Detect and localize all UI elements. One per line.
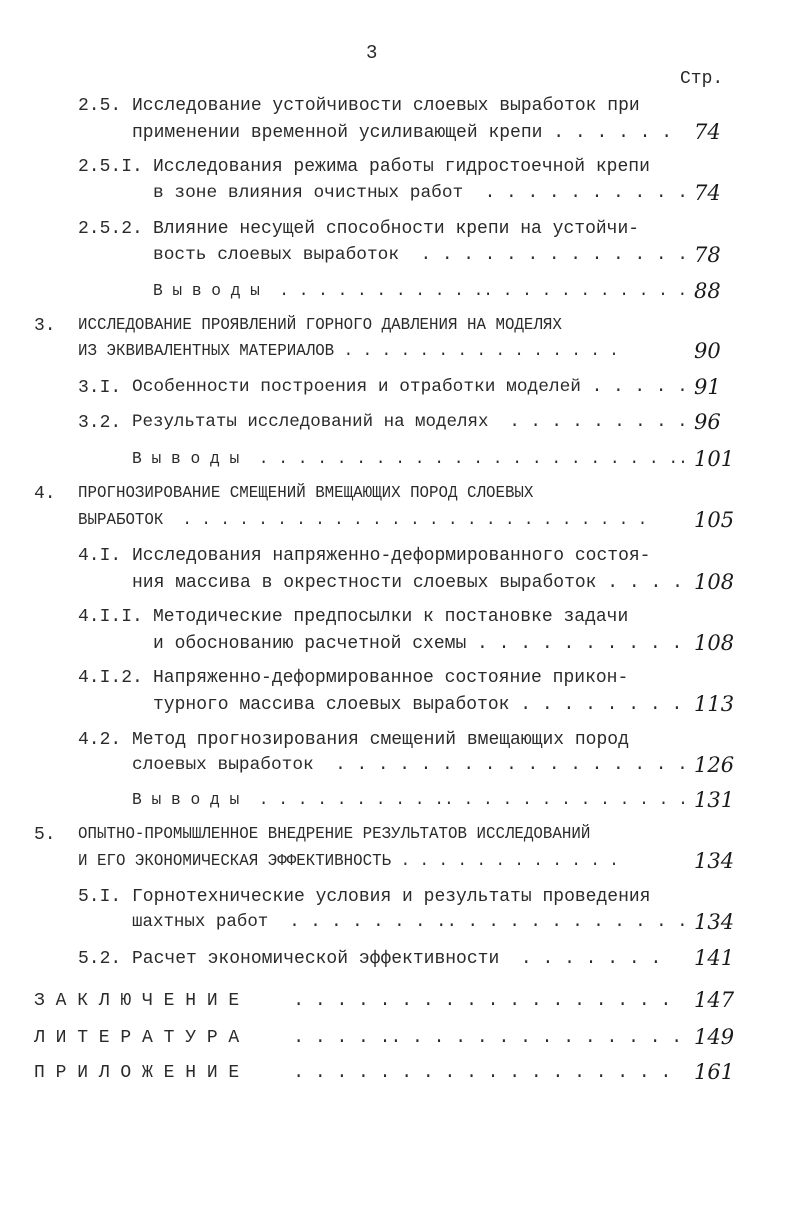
toc-entry-title: Исследования режима работы гидростоечной крепи (153, 157, 650, 177)
toc-entry-title: Особенности построения и отработки моделей . . . . . (132, 377, 688, 397)
toc-entry-number: 5.I. (78, 887, 122, 907)
toc-entry-title: ИССЛЕДОВАНИЕ ПРОЯВЛЕНИЙ ГОРНОГО ДАВЛЕНИЯ НА МОДЕЛЯХ (78, 316, 562, 335)
toc-entry-title: Л И Т Е Р А Т У Р А . . . . .. . . . . . . . . . . . . . (34, 1028, 683, 1048)
toc-entry-page: 113 (694, 692, 735, 716)
toc-entry-title: Горнотехнические условия и результаты проведения (132, 887, 651, 907)
toc-entry-number: 4.I.I. (78, 607, 143, 627)
toc-entry-title: В ы в о д ы . . . . . . . . . .. . . . . . . . . . . . . (132, 790, 688, 809)
toc-entry-page: 88 (694, 279, 721, 303)
toc-entry-number: 4.I.2. (78, 668, 143, 688)
toc-entry-title: ПРОГНОЗИРОВАНИЕ СМЕЩЕНИЙ ВМЕЩАЮЩИХ ПОРОД СЛОЕВЫХ (78, 484, 534, 503)
toc-entry-number: 2.5. (78, 96, 122, 116)
toc-entry-title: Исследования напряженно-деформированного состоя- (132, 546, 651, 566)
toc-entry-page: 141 (694, 946, 735, 970)
toc-entry-page: 101 (694, 447, 735, 471)
toc-entry-number: 3. (34, 316, 56, 336)
toc-entry-title: Методические предпосылки к постановке задачи (153, 607, 629, 627)
toc-entry-title: ОПЫТНО-ПРОМЫШЛЕННОЕ ВНЕДРЕНИЕ РЕЗУЛЬТАТОВ ИССЛЕДОВАНИЙ (78, 825, 591, 844)
toc-entry-number: 5. (34, 825, 56, 845)
toc-entry-title: З А К Л Ю Ч Е Н И Е . . . . . . . . . . . . . . . . . . (34, 991, 672, 1011)
toc-entry-page: 96 (694, 410, 721, 434)
toc-entry-title: В ы в о д ы . . . . . . . . . . .. . . . . . . . . . . (153, 282, 688, 300)
toc-entry-page: 149 (694, 1025, 735, 1049)
toc-entry-title: Напряженно-деформированное состояние прикон- (153, 668, 629, 688)
toc-entry-page: 134 (694, 910, 735, 934)
toc-entry-page: 78 (694, 243, 721, 267)
toc-entry-title-cont: ВЫРАБОТОК . . . . . . . . . . . . . . . . . . . . . . . . . (78, 511, 648, 530)
toc-entry-page: 108 (694, 631, 735, 655)
toc-entry-number: 4.I. (78, 546, 122, 566)
toc-entry-page: 90 (694, 339, 721, 363)
toc-entry-page: 74 (694, 120, 721, 144)
toc-entry-title-cont: турного массива слоевых выработок . . . . . . . . (153, 695, 683, 715)
toc-entry-title-cont: в зоне влияния очистных работ . . . . . . . . . . (153, 183, 688, 203)
toc-entry-title: Влияние несущей способности крепи на устойчи- (153, 219, 640, 239)
toc-entry-title-cont: ИЗ ЭКВИВАЛЕНТНЫХ МАТЕРИАЛОВ . . . . . . . . . . . . . . . (78, 342, 619, 361)
toc-entry-title: В ы в о д ы . . . . . . . . . . . . . . . . . . . . . .. (132, 449, 688, 468)
toc-entry-page: 91 (694, 375, 721, 399)
toc-entry-title-cont: вость слоевых выработок . . . . . . . . . . . . . (153, 245, 688, 265)
toc-entry-page: 131 (694, 788, 735, 812)
toc-entry-title-cont: применении временной усиливающей крепи . . . . . . (132, 123, 673, 143)
toc-entry-title-cont: и обоснованию расчетной схемы . . . . . . . . . . (153, 634, 683, 654)
toc-entry-page: 147 (694, 988, 735, 1012)
toc-entry-title: П Р И Л О Ж Е Н И Е . . . . . . . . . . . . . . . . . . (34, 1063, 672, 1083)
toc-entry-page: 108 (694, 570, 735, 594)
toc-entry-title-cont: слоевых выработок . . . . . . . . . . . . . . . . . (132, 755, 688, 775)
toc-entry-page: 161 (694, 1060, 735, 1084)
toc-entry-title: Результаты исследований на моделях . . . . . . . . . (132, 412, 688, 432)
page-column-label: Стр. (680, 69, 724, 89)
toc-entry-number: 2.5.2. (78, 219, 143, 239)
toc-entry-title: Метод прогнозирования смещений вмещающих пород (132, 730, 629, 750)
toc-entry-page: 74 (694, 181, 721, 205)
toc-entry-number: 3.I. (78, 378, 122, 398)
toc-entry-number: 5.2. (78, 949, 122, 969)
toc-entry-number: 4.2. (78, 730, 122, 750)
page-number: 3 (366, 42, 378, 64)
toc-entry-number: 2.5.I. (78, 157, 143, 177)
toc-entry-title: Исследование устойчивости слоевых выработок при (132, 96, 640, 116)
toc-entry-number: 3.2. (78, 413, 122, 433)
toc-entry-title-cont: шахтных работ . . . . . . . .. . . . . . . . . . . . (132, 912, 688, 932)
toc-entry-page: 126 (694, 753, 735, 777)
toc-entry-title: Расчет экономической эффективности . . . . . . . (132, 949, 662, 969)
toc-entry-page: 105 (694, 508, 735, 532)
toc-entry-page: 134 (694, 849, 735, 873)
toc-entry-title-cont: И ЕГО ЭКОНОМИЧЕСКАЯ ЭФФЕКТИВНОСТЬ . . . . . . . . . . . . (78, 852, 619, 871)
toc-entry-title-cont: ния массива в окрестности слоевых выработок . . . . (132, 573, 683, 593)
toc-entry-number: 4. (34, 484, 56, 504)
